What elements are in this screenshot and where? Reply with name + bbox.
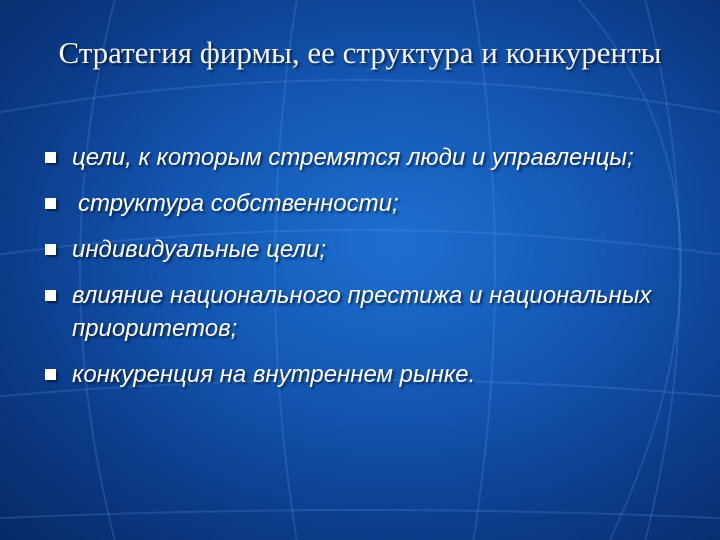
bullet-text: влияние национального престижа и национальных приоритетов; [72,282,652,342]
square-bullet-icon [45,290,56,301]
square-bullet-icon [45,244,56,255]
slide-title: Стратегия фирмы, ее структура и конкуренты [58,35,662,70]
bullet-text: цели, к которым стремятся люди и управленцы; [72,144,634,171]
bullet-text: структура собственности; [78,190,399,217]
list-item [42,279,682,345]
square-bullet-icon [45,198,56,209]
list-item [42,187,682,220]
bullet-text: конкуренция на внутреннем рынке. [72,361,476,388]
list-item [42,358,682,391]
list-item [42,233,682,266]
square-bullet-icon [45,369,56,380]
bullet-list [42,141,682,391]
square-bullet-icon [45,152,56,163]
bullet-text: индивидуальные цели; [72,236,326,263]
list-item [42,141,682,174]
